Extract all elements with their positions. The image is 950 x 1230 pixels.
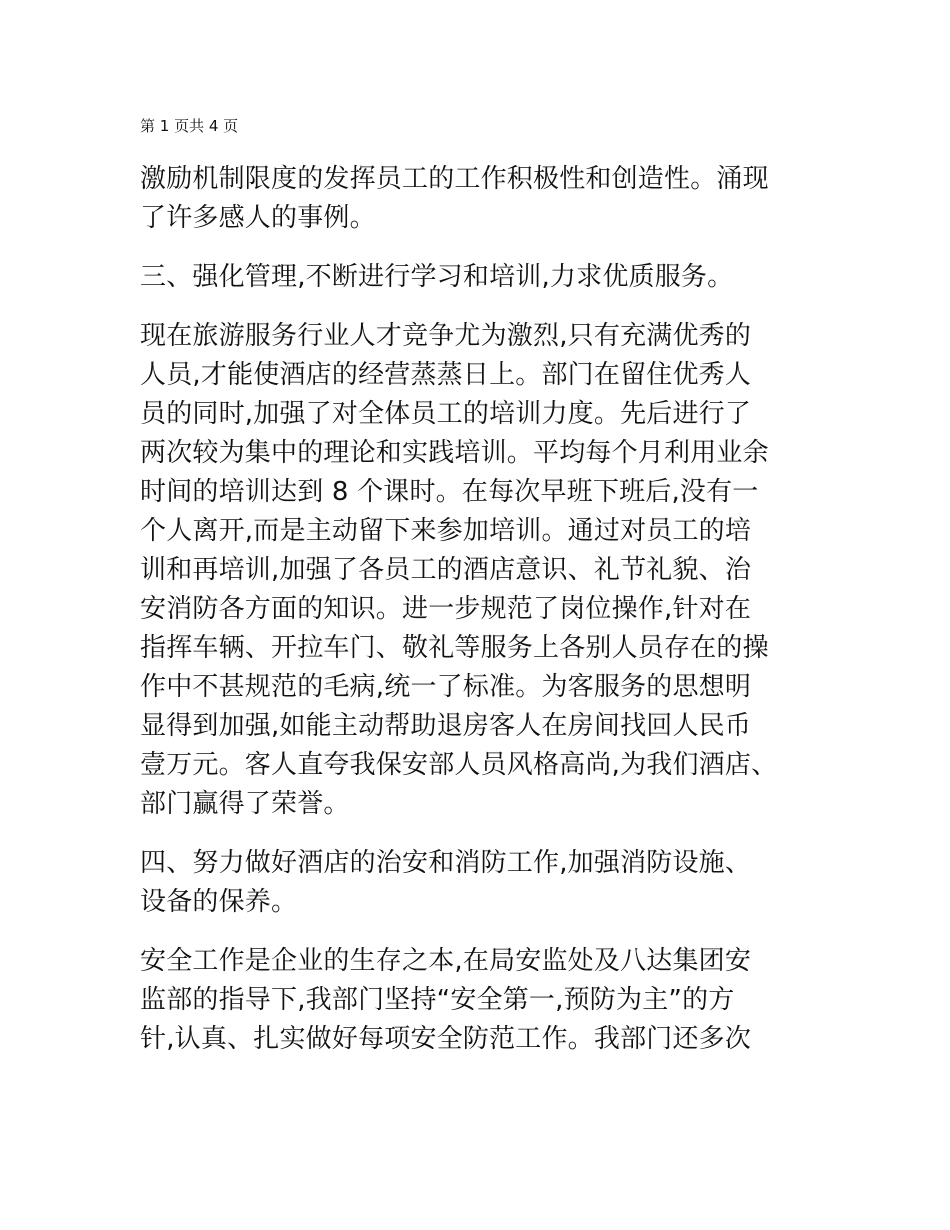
text-line: 壹万元。客人直夸我保安部人员风格高尚,为我们酒店、 [140, 750, 778, 780]
paragraph-gap [140, 297, 810, 317]
paragraph-safety [140, 942, 810, 1059]
paragraph-training [140, 317, 810, 824]
text-line: 部门赢得了荣誉。 [140, 789, 350, 819]
text-line: 针,认真、扎实做好每项安全防范工作。我部门还多次 [140, 1024, 752, 1054]
text-line: 激励机制限度的发挥员工的工作积极性和创造性。涌现 [140, 164, 769, 194]
text-line: 人员,才能使酒店的经营蒸蒸日上。部门在留住优秀人 [140, 360, 752, 390]
text-line: 显得到加强,如能主动帮助退房客人在房间找回人民币 [140, 711, 752, 741]
paragraph-incentive-continuation [140, 160, 810, 238]
document-body [140, 160, 810, 1059]
text-line: 个人离开,而是主动留下来参加培训。通过对员工的培 [140, 516, 752, 546]
text-line: 了许多感人的事例。 [140, 203, 376, 233]
text-line: 设备的保养。 [140, 887, 298, 917]
text-line: 现在旅游服务行业人才竞争尤为激烈,只有充满优秀的 [140, 321, 752, 351]
text-line: 指挥车辆、开拉车门、敬礼等服务上各别人员存在的操 [140, 633, 769, 663]
section-heading-three [140, 258, 810, 297]
text-line: 四、努力做好酒店的治安和消防工作,加强消防设施、 [140, 848, 752, 878]
text-line: 监部的指导下,我部门坚持“安全第一,预防为主”的方 [140, 985, 735, 1015]
section-heading-four [140, 844, 810, 922]
text-line: 训和再培训,加强了各员工的酒店意识、礼节礼貌、治 [140, 555, 752, 585]
text-line: 员的同时,加强了对全体员工的培训力度。先后进行了 [140, 399, 752, 429]
text-line: 作中不甚规范的毛病,统一了标准。为客服务的思想明 [140, 672, 752, 702]
paragraph-gap [140, 824, 810, 844]
text-line: 两次较为集中的理论和实践培训。平均每个月利用业余 [140, 438, 769, 468]
text-line: 安全工作是企业的生存之本,在局安监处及八达集团安 [140, 946, 752, 976]
text-line: 安消防各方面的知识。进一步规范了岗位操作,针对在 [140, 594, 752, 624]
paragraph-gap [140, 238, 810, 258]
text-line: 时间的培训达到 8 个课时。在每次早班下班后,没有一 [140, 477, 759, 507]
page-indicator: 第 1 页共 4 页 [140, 117, 239, 135]
paragraph-gap [140, 922, 810, 942]
text-line: 三、强化管理,不断进行学习和培训,力求优质服务。 [140, 262, 734, 292]
